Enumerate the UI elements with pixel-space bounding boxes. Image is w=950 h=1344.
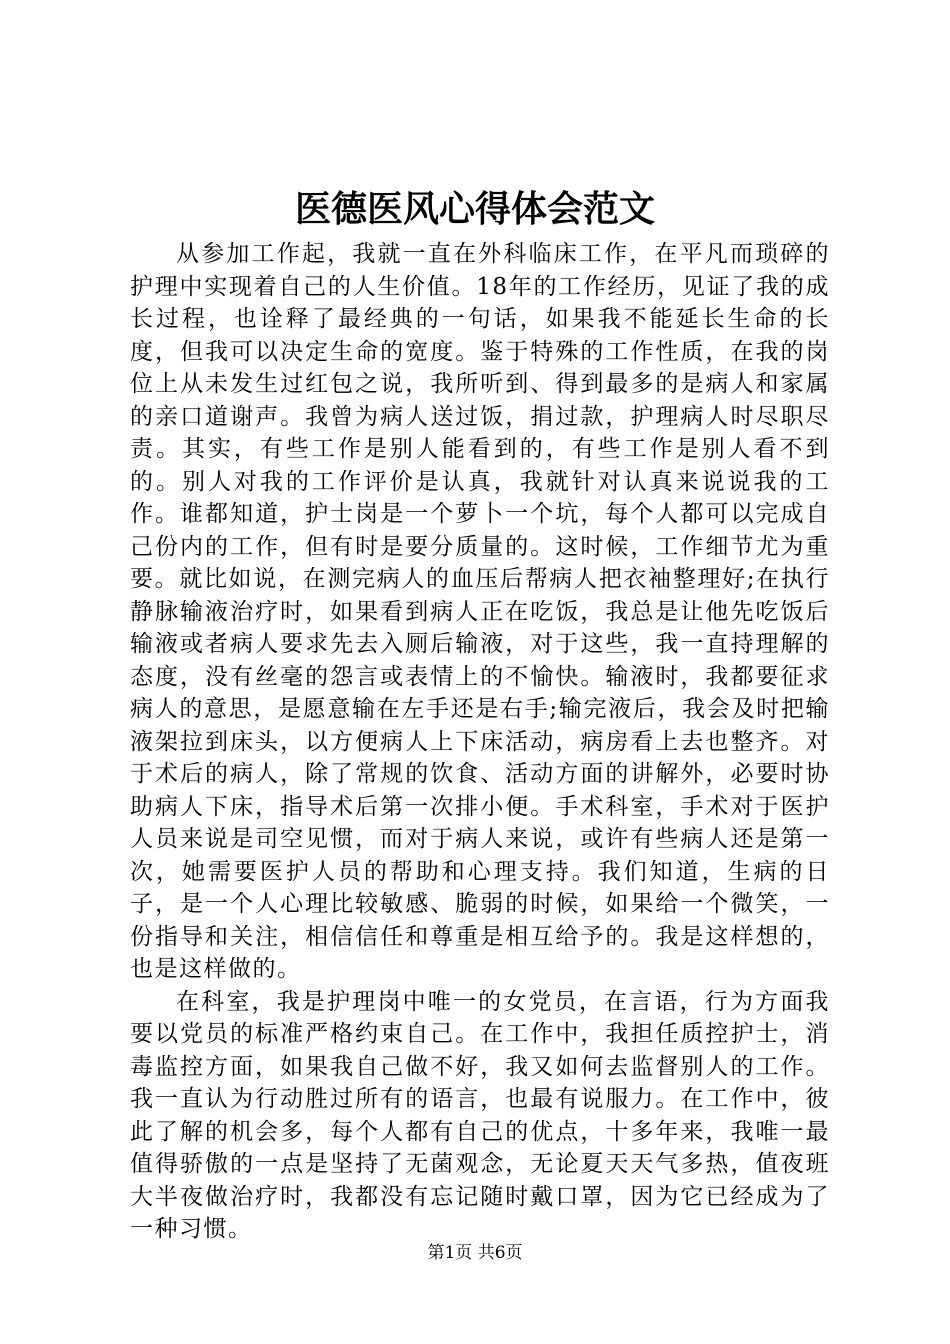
document-title: 医德医风心得体会范文 [294,188,655,230]
document-body [130,238,830,1246]
paragraph-2: 在科室，我是护理岗中唯一的女党员，在言语，行为方面我要以党员的标准严格约束自己。在工作中，我担任质控护士，消毒监控方面，如果我自己做不好，我又如何去监督别人的工作。我一直认为行动胜过所有的语言，也最有说服力。在工作中，彼此了解的机会多，每个人都有自己的优点，十多年来，我唯一最值得骄傲的一点是坚持了无菌观念，无论夏天天气多热，值夜班大半夜做治疗时，我都没有忘记随时戴口罩，因为它已经成为了一种习惯。 [130,988,830,1242]
page-number-footer: 第1页 共6页 [427,1243,523,1263]
paragraph-1: 从参加工作起，我就一直在外科临床工作，在平凡而琐碎的护理中实现着自己的人生价值。18年的工作经历，见证了我的成长过程，也诠释了最经典的一句话，如果我不能延长生命的长度，但我可以决定生命的宽度。鉴于特殊的工作性质，在我的岗位上从未发生过红包之说，我所听到、得到最多的是病人和家属的亲口道谢声。我曾为病人送过饭，捐过款，护理病人时尽职尽责。其实，有些工作是别人能看到的，有些工作是别人看不到的。别人对我的工作评价是认真，我就针对认真来说说我的工作。谁都知道，护士岗是一个萝卜一个坑，每个人都可以完成自己份内的工作，但有时是要分质量的。这时候，工作细节尤为重要。就比如说，在测完病人的血压后帮病人把衣袖整理好;在执行静脉输液治疗时，如果看到病人正在吃饭，我总是让他先吃饭后输液或者病人要求先去入厕后输液，对于这些，我一直持理解的态度，没有丝毫的怨言或表情上的不愉快。输液时，我都要征求病人的意思，是愿意输在左手还是右手;输完液后，我会及时把输液架拉到床头，以方便病人上下床活动，病房看上去也整齐。对于术后的病人，除了常规的饮食、活动方面的讲解外，必要时协助病人下床，指导术后第一次排小便。手术科室，手术对于医护人员来说是司空见惯，而对于病人来说，或许有些病人还是第一次，她需要医护人员的帮助和心理支持。我们知道，生病的日子，是一个人心理比较敏感、脆弱的时候，如果给一个微笑，一份指导和关注，相信信任和尊重是相互给予的。我是这样想的，也是这样做的。 [130,241,830,982]
